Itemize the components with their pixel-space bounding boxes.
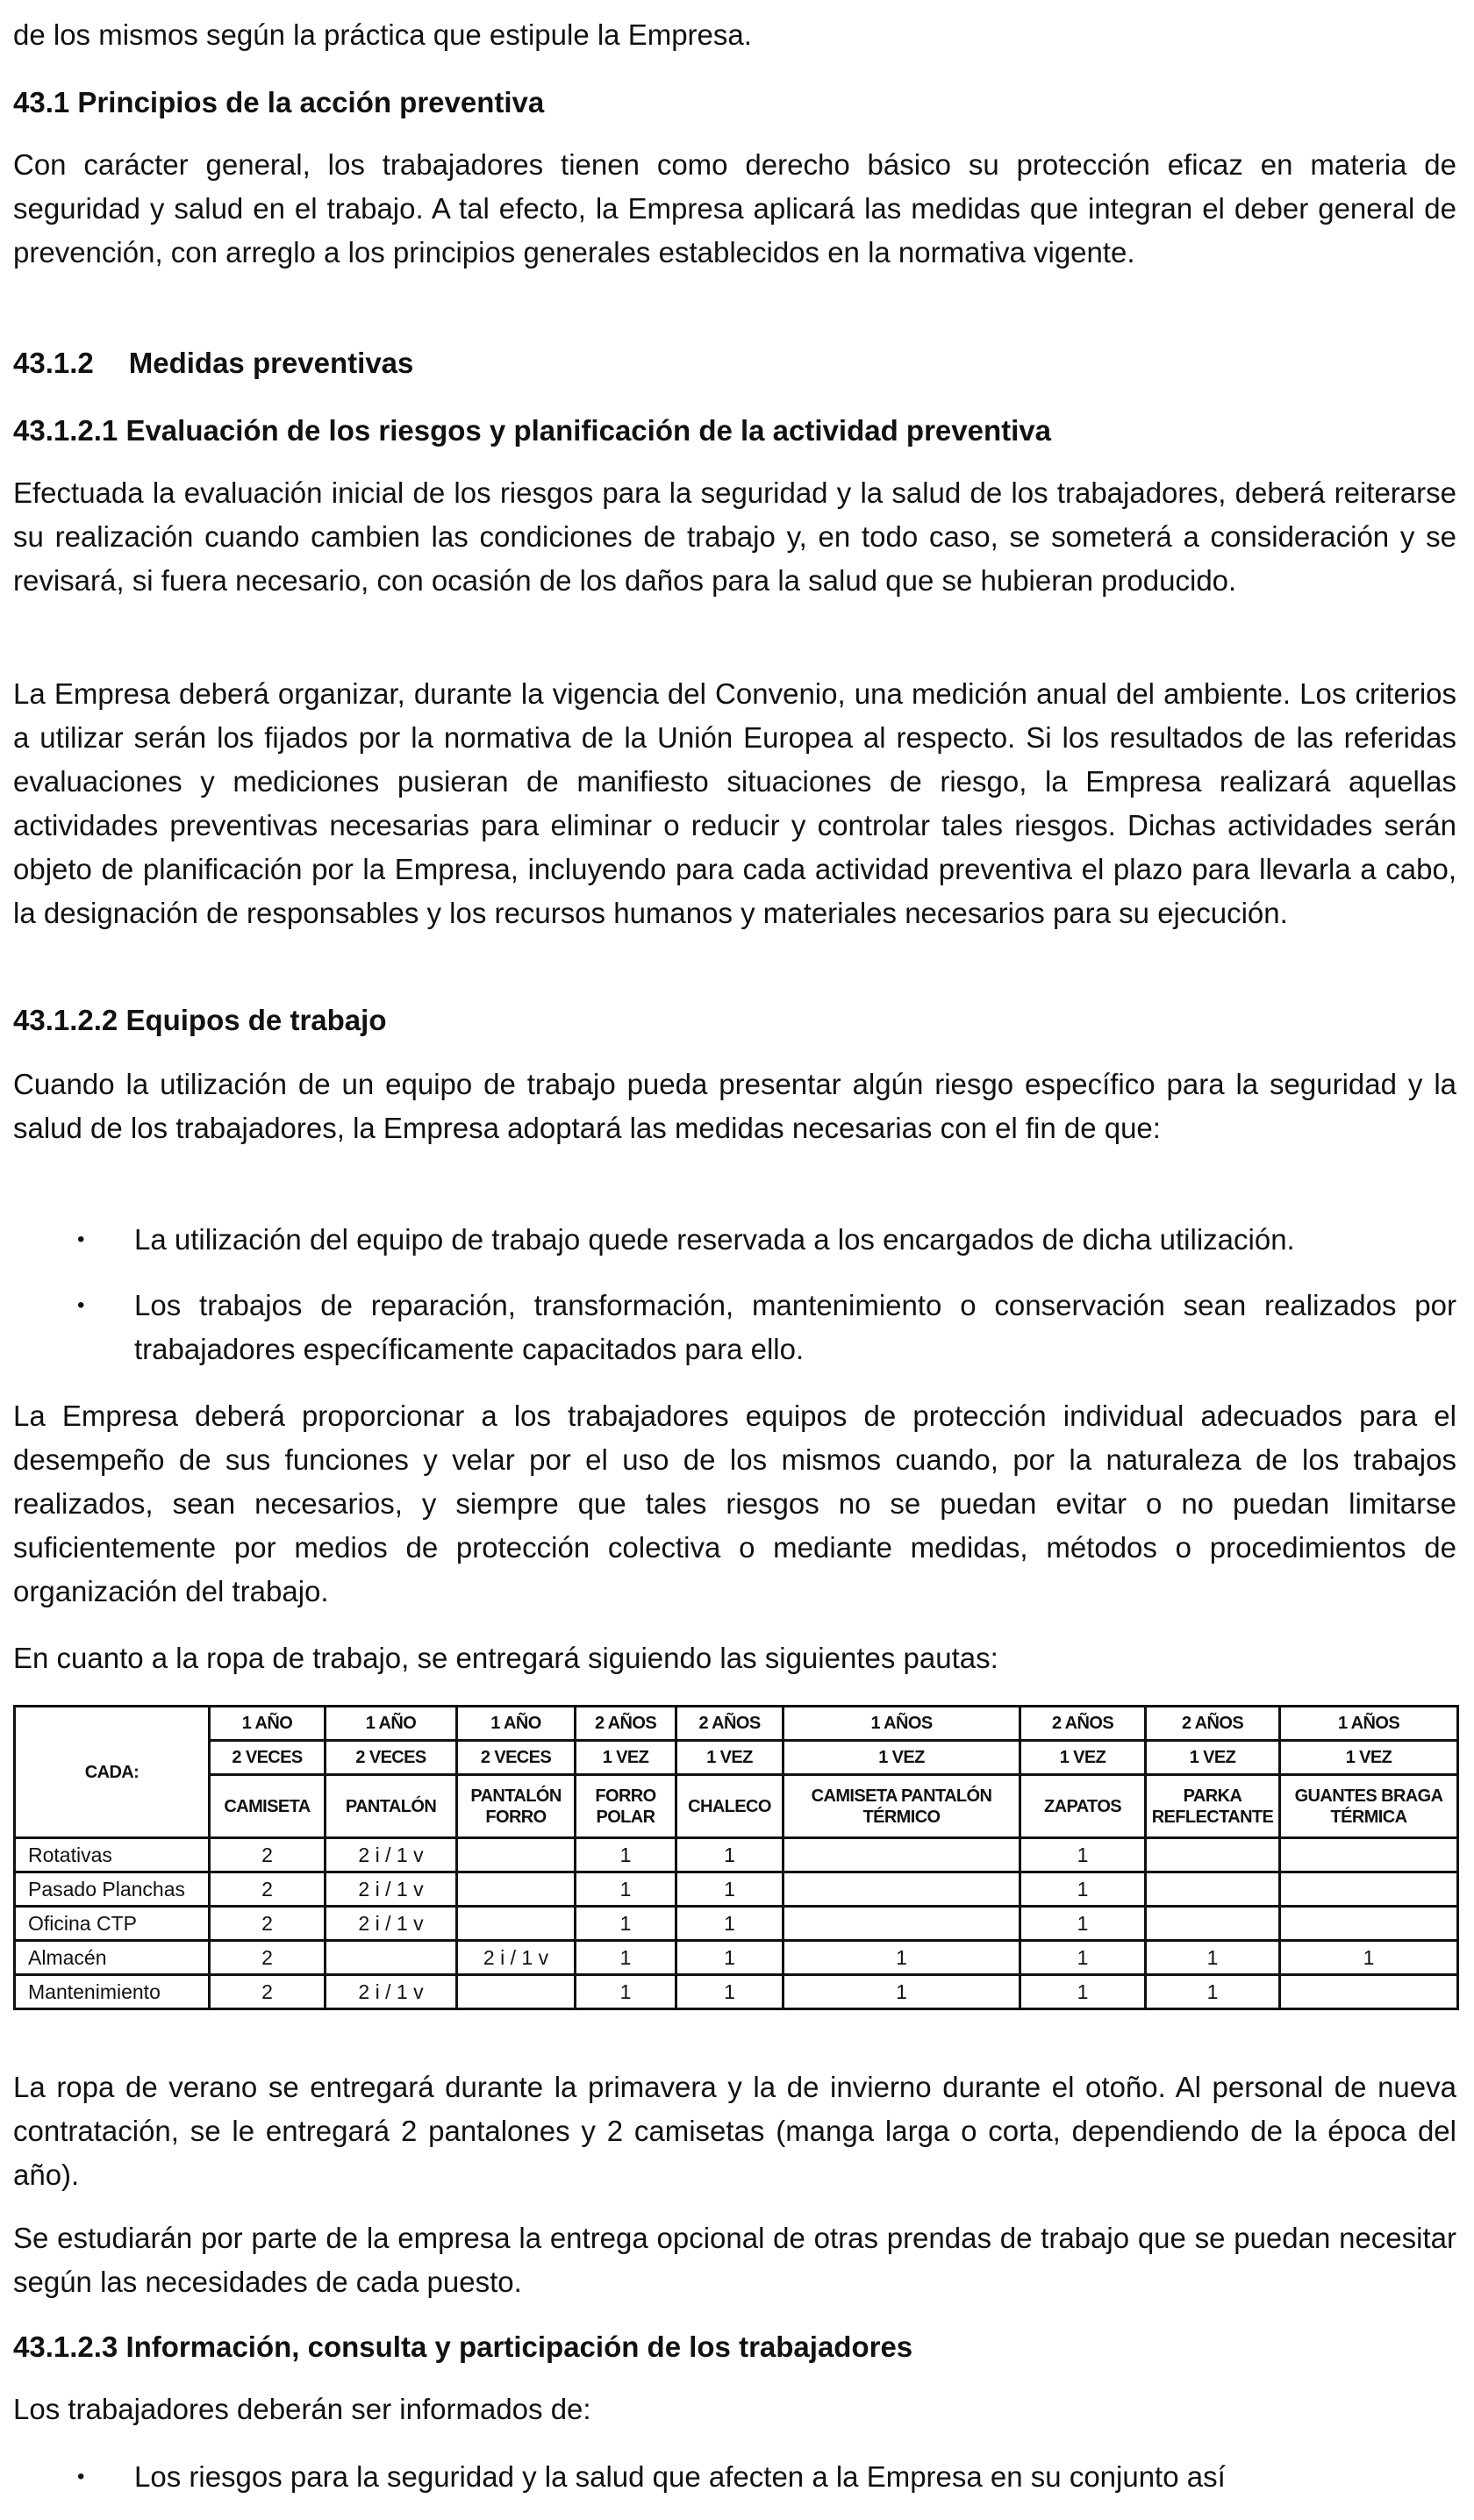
table-cell: 1 bbox=[1020, 1872, 1146, 1907]
heading-43-1: 43.1 Principios de la acción preventiva bbox=[13, 86, 545, 118]
header-item: ZAPATOS bbox=[1020, 1775, 1146, 1838]
heading-43-1-2-1: 43.1.2.1 Evaluación de los riesgos y planificación de la actividad preventiva bbox=[13, 414, 1051, 447]
header-item: GUANTES BRAGA TÉRMICA bbox=[1280, 1775, 1458, 1838]
row-label: Rotativas bbox=[15, 1838, 210, 1872]
paragraph: Efectuada la evaluación inicial de los riesgos para la seguridad y la salud de los trabajadores, deberá reiterarse su realización cuando cambien las condiciones de trabajo y, en todo caso, se someterá a consideración y se revisará, si fuera necesario, con ocasión de los daños para la salud que se hubieran producido. bbox=[13, 476, 1456, 597]
row-label: Pasado Planchas bbox=[15, 1872, 210, 1907]
table-cell: 2 bbox=[210, 1941, 326, 1975]
bullet-item bbox=[77, 2455, 1456, 2499]
table-cell: 1 bbox=[576, 1907, 676, 1941]
header-item: CAMISETA bbox=[210, 1775, 326, 1838]
paragraph: Con carácter general, los trabajadores tienen como derecho básico su protección eficaz en materia de seguridad y salud en el trabajo. A tal efecto, la Empresa aplicará las medidas que integran el deber general de prevención, con arreglo a los principios generales establecidos en la normativa vigente. bbox=[13, 148, 1456, 268]
table-cell: 1 bbox=[676, 1872, 784, 1907]
table-cell: 1 bbox=[576, 1872, 676, 1907]
header-item: FORRO POLAR bbox=[576, 1775, 676, 1838]
paragraph: Cuando la utilización de un equipo de trabajo pueda presentar algún riesgo específico para la seguridad y la salud de los trabajadores, la Empresa adoptará las medidas necesarias con el fin de que: bbox=[13, 1068, 1456, 1144]
table-cell bbox=[1280, 1872, 1458, 1907]
header-frequency: 2 VECES bbox=[457, 1741, 576, 1775]
header-frequency: 1 VEZ bbox=[1280, 1741, 1458, 1775]
table-cell bbox=[457, 1907, 576, 1941]
table-cell bbox=[1146, 1838, 1280, 1872]
bullet-icon: • bbox=[77, 1293, 85, 1317]
table-cell bbox=[1280, 1838, 1458, 1872]
work-clothing-table bbox=[13, 1705, 1459, 2010]
bullet-text: Los riesgos para la seguridad y la salud que afecten a la Empresa en su conjunto así bbox=[134, 2460, 1226, 2493]
table-cell bbox=[1280, 1975, 1458, 2009]
table-row bbox=[15, 1941, 1458, 1975]
header-corner: CADA: bbox=[15, 1707, 210, 1838]
paragraph: La ropa de verano se entregará durante la primavera y la de invierno durante el otoño. Al personal de nueva contratación, se le entregará 2 pantalones y 2 camisetas (manga larga o corta, dependiendo de la época del año). bbox=[13, 2071, 1456, 2191]
header-period: 1 AÑO bbox=[457, 1707, 576, 1741]
bullet-icon: • bbox=[77, 2465, 85, 2488]
table-cell: 1 bbox=[576, 1838, 676, 1872]
header-period: 1 AÑO bbox=[210, 1707, 326, 1741]
heading-43-1-2-2: 43.1.2.2 Equipos de trabajo bbox=[13, 1004, 387, 1036]
table-cell bbox=[1146, 1907, 1280, 1941]
header-period: 2 AÑOS bbox=[1146, 1707, 1280, 1741]
header-item: PANTALÓN FORRO bbox=[457, 1775, 576, 1838]
table-cell: 1 bbox=[676, 1941, 784, 1975]
table-cell: 1 bbox=[576, 1941, 676, 1975]
table-cell: 2 i / 1 v bbox=[457, 1941, 576, 1975]
table-row bbox=[15, 1838, 1458, 1872]
header-frequency: 2 VECES bbox=[326, 1741, 457, 1775]
paragraph-continuation: de los mismos según la práctica que estipule la Empresa. bbox=[13, 18, 752, 51]
header-frequency: 1 VEZ bbox=[784, 1741, 1020, 1775]
header-item: PARKA REFLECTANTE bbox=[1146, 1775, 1280, 1838]
table-cell bbox=[457, 1838, 576, 1872]
table-cell bbox=[784, 1907, 1020, 1941]
table-cell bbox=[457, 1975, 576, 2009]
table-cell bbox=[1280, 1907, 1458, 1941]
table-row bbox=[15, 1975, 1458, 2009]
heading-43-1-2 bbox=[13, 341, 1456, 385]
bullet-text: La utilización del equipo de trabajo quede reservada a los encargados de dicha utilización. bbox=[134, 1223, 1295, 1256]
table-cell bbox=[784, 1872, 1020, 1907]
table-cell: 2 bbox=[210, 1907, 326, 1941]
table-cell: 1 bbox=[1020, 1941, 1146, 1975]
table-cell: 2 i / 1 v bbox=[326, 1975, 457, 2009]
table-cell: 2 bbox=[210, 1872, 326, 1907]
row-label: Mantenimiento bbox=[15, 1975, 210, 2009]
row-label: Oficina CTP bbox=[15, 1907, 210, 1941]
table-cell: 1 bbox=[1280, 1941, 1458, 1975]
table-cell: 1 bbox=[1146, 1941, 1280, 1975]
table-cell: 2 i / 1 v bbox=[326, 1838, 457, 1872]
table-cell bbox=[457, 1872, 576, 1907]
table-cell: 1 bbox=[1020, 1838, 1146, 1872]
header-item: PANTALÓN bbox=[326, 1775, 457, 1838]
bullet-item bbox=[77, 1218, 1456, 1262]
header-period: 2 AÑOS bbox=[676, 1707, 784, 1741]
bullet-text: Los trabajos de reparación, transformación, mantenimiento o conservación sean realizados por trabajadores específicamente capacitados para ello. bbox=[134, 1289, 1456, 1365]
heading-43-1-2-3: 43.1.2.3 Información, consulta y participación de los trabajadores bbox=[13, 2330, 913, 2363]
header-frequency: 1 VEZ bbox=[1020, 1741, 1146, 1775]
table-row bbox=[15, 1872, 1458, 1907]
heading-number: 43.1.2 bbox=[13, 347, 94, 379]
table-cell: 1 bbox=[1146, 1975, 1280, 2009]
header-period: 2 AÑOS bbox=[1020, 1707, 1146, 1741]
header-item: CAMISETA PANTALÓN TÉRMICO bbox=[784, 1775, 1020, 1838]
table-cell: 1 bbox=[1020, 1907, 1146, 1941]
table-cell: 1 bbox=[784, 1975, 1020, 2009]
table-cell: 2 bbox=[210, 1838, 326, 1872]
table-row bbox=[15, 1907, 1458, 1941]
header-frequency: 2 VECES bbox=[210, 1741, 326, 1775]
header-frequency: 1 VEZ bbox=[576, 1741, 676, 1775]
paragraph: La Empresa deberá proporcionar a los trabajadores equipos de protección individual adecuados para el desempeño de sus funciones y velar por el uso de los mismos cuando, por la naturaleza de los trabajos realizados, sean necesarios, y siempre que tales riesgos no se puedan evitar o no puedan limitarse suficientemente por medios de protección colectiva o mediante medidas, métodos o procedimientos de organización del trabajo. bbox=[13, 1400, 1456, 1607]
header-frequency: 1 VEZ bbox=[1146, 1741, 1280, 1775]
row-label: Almacén bbox=[15, 1941, 210, 1975]
bullet-item bbox=[77, 1284, 1456, 1371]
table-cell bbox=[1146, 1872, 1280, 1907]
table-cell: 1 bbox=[1020, 1975, 1146, 2009]
header-period: 2 AÑOS bbox=[576, 1707, 676, 1741]
heading-title: Medidas preventivas bbox=[128, 347, 414, 379]
paragraph: Se estudiarán por parte de la empresa la entrega opcional de otras prendas de trabajo que se puedan necesitar según las necesidades de cada puesto. bbox=[13, 2222, 1456, 2298]
table-cell: 2 i / 1 v bbox=[326, 1872, 457, 1907]
header-period: 1 AÑOS bbox=[784, 1707, 1020, 1741]
table-cell bbox=[784, 1838, 1020, 1872]
header-item: CHALECO bbox=[676, 1775, 784, 1838]
header-frequency: 1 VEZ bbox=[676, 1741, 784, 1775]
table-cell: 2 bbox=[210, 1975, 326, 2009]
table-cell: 2 i / 1 v bbox=[326, 1907, 457, 1941]
table-cell: 1 bbox=[784, 1941, 1020, 1975]
header-period: 1 AÑOS bbox=[1280, 1707, 1458, 1741]
bullet-icon: • bbox=[77, 1228, 85, 1251]
table-cell: 1 bbox=[676, 1907, 784, 1941]
paragraph: La Empresa deberá organizar, durante la vigencia del Convenio, una medición anual del ambiente. Los criterios a utilizar serán los fijados por la normativa de la Unión Europea al respecto. Si los resultados de las referidas evaluaciones y mediciones pusieran de manifiesto situaciones de riesgo, la Empresa realizará aquellas actividades preventivas necesarias para eliminar o reducir y controlar tales riesgos. Dichas actividades serán objeto de planificación por la Empresa, incluyendo para cada actividad preventiva el plazo para llevarla a cabo, la designación de responsables y los recursos humanos y materiales necesarios para su ejecución. bbox=[13, 677, 1456, 929]
table-cell bbox=[326, 1941, 457, 1975]
table-cell: 1 bbox=[676, 1975, 784, 2009]
paragraph: Los trabajadores deberán ser informados de: bbox=[13, 2393, 591, 2425]
header-period: 1 AÑO bbox=[326, 1707, 457, 1741]
table-cell: 1 bbox=[676, 1838, 784, 1872]
table-cell: 1 bbox=[576, 1975, 676, 2009]
paragraph: En cuanto a la ropa de trabajo, se entregará siguiendo las siguientes pautas: bbox=[13, 1642, 998, 1674]
